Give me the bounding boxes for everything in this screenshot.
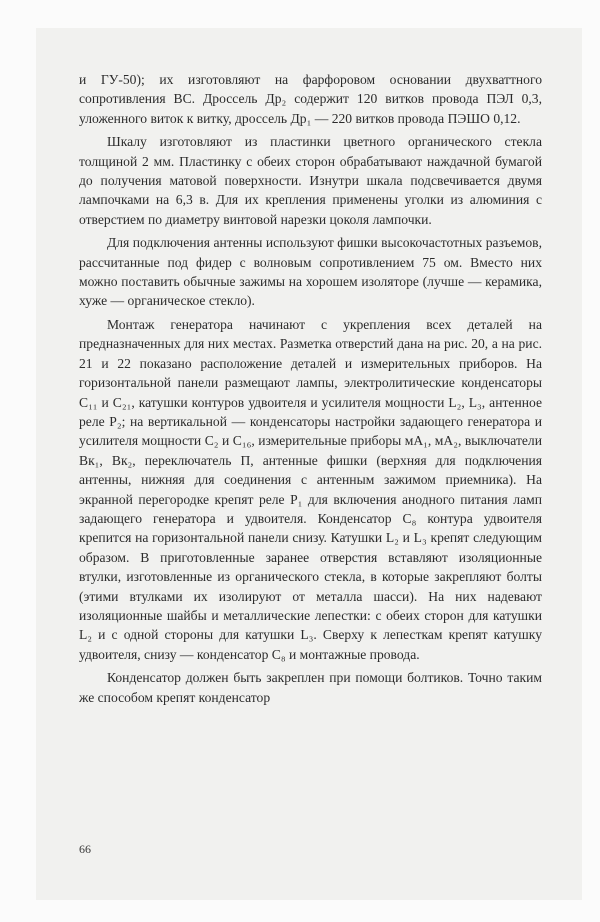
paragraph-capacitor: Конденсатор должен быть закреплен при помощи болтиков. Точно таким же способом крепят конденсатор <box>79 670 542 705</box>
paragraph-scale: Шкалу изготовляют из пластинки цветного органического стекла толщиной 2 мм. Пластинку с обеих сторон обрабатывают наждачной бумагой до получения матовой поверхности. Изнутри шкала подсвечивается двумя лампочками на 6,3 в. Для их крепления применены уголки из алюминия с отверстием по диаметру винтовой нарезки цоколя лампочки. <box>79 134 542 227</box>
page-number: 66 <box>79 842 91 856</box>
paragraph-antenna: Для подключения антенны используют фишки высокочастотных разъемов, рассчитанные под фидер с волновым сопротивлением 75 ом. Вместо них можно поставить обычные зажимы на хорошем изоляторе (лучше — керамика, хуже — органическое стекло). <box>79 235 542 309</box>
paragraph-assembly: Монтаж генератора начинают с укрепления всех деталей на предназначенных для них местах. Разметка отверстий дана на рис. 20, а на рис. 21 и 22 показано расположение деталей и измерительных приборов. На горизонтальной панели размещают лампы, электролитические конденсаторы C₁₁ и C₂₁, катушки контуров удвоителя и усилителя мощности L₂, L₃, антенное реле P₂; на вертикальной — конденсаторы настройки задающего генератора и усилителя мощности C₂ и C₁₆, измерительные приборы мА₁, мА₂, выключатели Вк₁, Вк₂, переключатель П, антенные фишки (верхняя для подключения антенны, нижняя для соединения с антенным зажимом приемника). На экранной перегородке крепят реле P₁ для включения анодного питания ламп задающего генератора и удвоителя. Конденсатор C₈ контура удвоителя крепится на горизонтальной панели снизу. Катушки L₂ и L₃ крепят следующим образом. В приготовленные заранее отверстия вставляют изоляционные втулки, изготовленные из органического стекла, в которые закрепляют болты (этими втулками их изолируют от металла шасси). На них надевают изоляционные шайбы и металлические лепестки: с обеих сторон для катушки L₂ и с одной стороны для катушки L₃. Сверху к лепесткам крепят катушку удвоителя, снизу — конденсатор C₈ и монтажные провода. <box>79 316 542 662</box>
paragraph-dross: и ГУ-50); их изготовляют на фарфоровом основании двухваттного сопротивления ВС. Дроссель Др₂ содержит 120 витков провода ПЭЛ 0,3, уложенного виток к витку, дроссель Др₁ — 220 витков провода ПЭШО 0,12. <box>79 72 542 126</box>
page-text <box>79 70 542 707</box>
